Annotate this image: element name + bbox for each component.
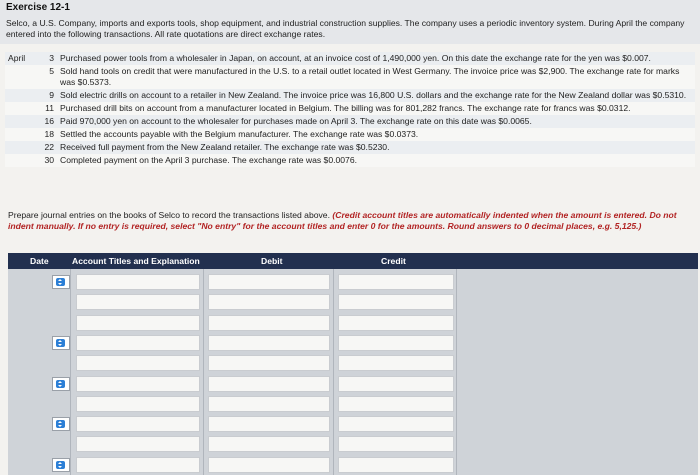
debit-input[interactable] — [208, 416, 330, 432]
journal-row — [8, 454, 698, 475]
date-select[interactable] — [52, 377, 70, 391]
transaction-month — [5, 128, 37, 141]
transactions-table — [5, 52, 695, 167]
dropdown-arrows-icon — [56, 461, 65, 469]
credit-input[interactable] — [338, 396, 454, 412]
date-column-header: Date — [30, 256, 49, 266]
transaction-day: 3 — [37, 52, 57, 65]
transaction-month — [5, 102, 37, 115]
instructions-emphasis: (Credit account titles are automatically indented when the amount is entered. Do not indent manually. If no entry is required, select "No entry" for the account titles and enter 0 for the amounts. Round answers to 0 decimal places, e.g. 5,125.) — [8, 210, 677, 231]
account-input[interactable] — [76, 355, 200, 371]
transaction-month — [5, 141, 37, 154]
credit-input[interactable] — [338, 436, 454, 452]
exercise-header — [0, 0, 700, 44]
credit-input[interactable] — [338, 274, 454, 290]
transaction-day: 5 — [37, 65, 57, 89]
dropdown-arrows-icon — [56, 420, 65, 428]
transaction-month: April — [5, 52, 37, 65]
transaction-row — [5, 154, 695, 167]
account-input[interactable] — [76, 315, 200, 331]
account-input[interactable] — [76, 335, 200, 351]
debit-column-header: Debit — [261, 256, 283, 266]
account-input[interactable] — [76, 436, 200, 452]
debit-input[interactable] — [208, 376, 330, 392]
date-select[interactable] — [52, 336, 70, 350]
transaction-description: Settled the accounts payable with the Belgium manufacturer. The exchange rate was $0.0373. — [57, 128, 695, 141]
transaction-row — [5, 65, 695, 89]
debit-input[interactable] — [208, 294, 330, 310]
account-input[interactable] — [76, 396, 200, 412]
date-select[interactable] — [52, 275, 70, 289]
journal-row — [8, 271, 698, 293]
journal-row — [8, 433, 698, 455]
transaction-row — [5, 102, 695, 115]
debit-input[interactable] — [208, 396, 330, 412]
account-input[interactable] — [76, 274, 200, 290]
debit-input[interactable] — [208, 436, 330, 452]
account-input[interactable] — [76, 376, 200, 392]
transaction-description: Purchased drill bits on account from a manufacturer located in Belgium. The billing was for 801,282 francs. The exchange rate for francs was $0.0312. — [57, 102, 695, 115]
instructions-text: Prepare journal entries on the books of Selco to record the transactions listed above. — [8, 210, 333, 220]
journal-row — [8, 413, 698, 435]
dropdown-arrows-icon — [56, 339, 65, 347]
journal-header-row — [8, 253, 698, 269]
transaction-row — [5, 115, 695, 128]
account-column-header: Account Titles and Explanation — [72, 256, 200, 266]
journal-row — [8, 352, 698, 374]
debit-input[interactable] — [208, 315, 330, 331]
transaction-day: 16 — [37, 115, 57, 128]
debit-input[interactable] — [208, 355, 330, 371]
credit-input[interactable] — [338, 457, 454, 473]
credit-input[interactable] — [338, 315, 454, 331]
journal-row — [8, 312, 698, 334]
debit-input[interactable] — [208, 274, 330, 290]
instructions — [8, 210, 694, 231]
transaction-description: Received full payment from the New Zealand retailer. The exchange rate was $0.5230. — [57, 141, 695, 154]
date-select[interactable] — [52, 417, 70, 431]
credit-input[interactable] — [338, 376, 454, 392]
date-select[interactable] — [52, 458, 70, 472]
journal-row — [8, 393, 698, 415]
account-input[interactable] — [76, 416, 200, 432]
credit-input[interactable] — [338, 335, 454, 351]
transaction-row — [5, 89, 695, 102]
debit-input[interactable] — [208, 335, 330, 351]
exercise-title: Exercise 12-1 — [6, 2, 70, 13]
transaction-month — [5, 89, 37, 102]
transaction-description: Purchased power tools from a wholesaler in Japan, on account, at an invoice cost of 1,490,000 yen. On this date the exchange rate for the yen was $0.007. — [57, 52, 695, 65]
credit-input[interactable] — [338, 294, 454, 310]
credit-input[interactable] — [338, 355, 454, 371]
transaction-day: 9 — [37, 89, 57, 102]
transaction-month — [5, 65, 37, 89]
transaction-description: Completed payment on the April 3 purchase. The exchange rate was $0.0076. — [57, 154, 695, 167]
transaction-day: 22 — [37, 141, 57, 154]
account-input[interactable] — [76, 294, 200, 310]
credit-column-header: Credit — [381, 256, 406, 266]
journal-row — [8, 291, 698, 313]
transaction-row — [5, 141, 695, 154]
journal-row — [8, 373, 698, 395]
journal-entry-table — [8, 253, 698, 475]
transaction-row — [5, 52, 695, 65]
transaction-row — [5, 128, 695, 141]
transaction-day: 18 — [37, 128, 57, 141]
transaction-month — [5, 115, 37, 128]
debit-input[interactable] — [208, 457, 330, 473]
transaction-day: 11 — [37, 102, 57, 115]
account-input[interactable] — [76, 457, 200, 473]
transaction-description: Sold electric drills on account to a retailer in New Zealand. The invoice price was 16,800 U.S. dollars and the exchange rate for the New Zealand dollar was $0.5310. — [57, 89, 695, 102]
journal-row — [8, 332, 698, 354]
transaction-day: 30 — [37, 154, 57, 167]
exercise-intro: Selco, a U.S. Company, imports and exports tools, shop equipment, and industrial construction supplies. The company uses a periodic inventory system. During April the company entered into the following transactions. All rate quotations are direct exchange rates. — [6, 18, 685, 39]
credit-input[interactable] — [338, 416, 454, 432]
transaction-description: Sold hand tools on credit that were manufactured in the U.S. to a retail outlet located in West Germany. The invoice price was $2,900. The exchange rate for marks was $0.5373. — [57, 65, 695, 89]
transaction-description: Paid 970,000 yen on account to the wholesaler for purchases made on April 3. The exchange rate on this date was $0.0065. — [57, 115, 695, 128]
dropdown-arrows-icon — [56, 380, 65, 388]
dropdown-arrows-icon — [56, 278, 65, 286]
transaction-month — [5, 154, 37, 167]
